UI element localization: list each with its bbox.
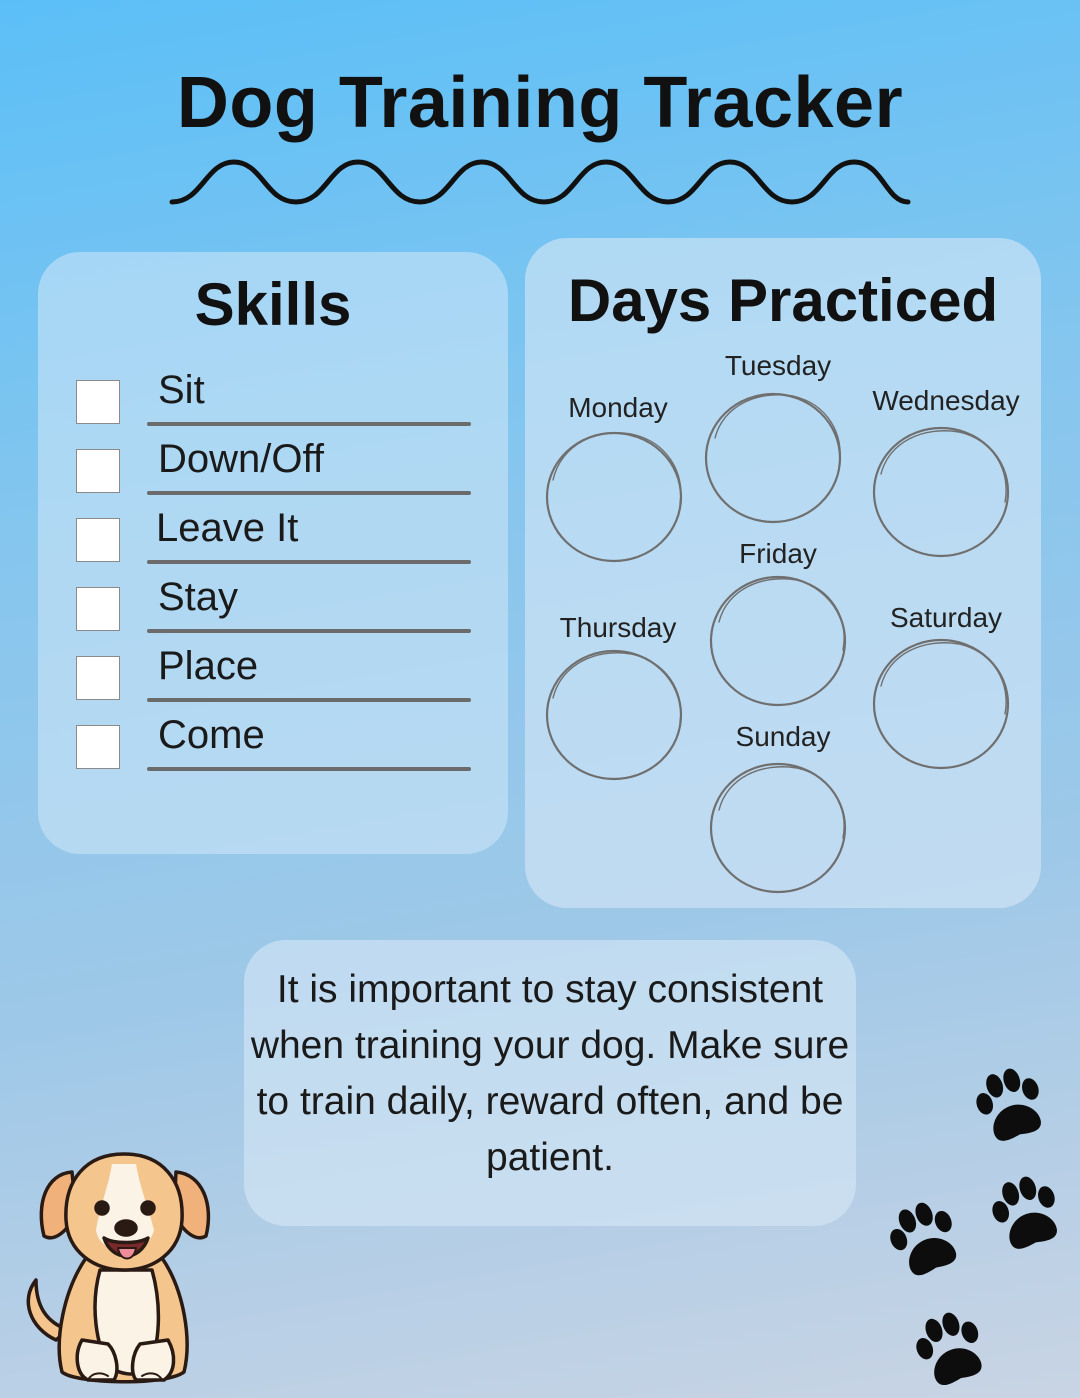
skill-underline: [147, 422, 471, 426]
skill-row: [74, 439, 474, 499]
puppy-illustration: [16, 1140, 231, 1390]
skill-checkbox[interactable]: [76, 518, 120, 562]
skills-heading: Skills: [194, 271, 352, 338]
monday-circle[interactable]: [547, 433, 681, 561]
skill-underline: [147, 698, 471, 702]
skill-label: Sit: [158, 368, 205, 412]
skill-underline: [147, 560, 471, 564]
day-circles: [525, 238, 1041, 908]
skill-checkbox[interactable]: [76, 587, 120, 631]
skill-label: Stay: [158, 575, 239, 619]
tip-text: It is important to stay consistent when training your dog. Make sure to train daily, reward often, and be patient.: [250, 968, 850, 1179]
skill-label: Down/Off: [158, 437, 324, 481]
tip-panel: [244, 940, 856, 1226]
tuesday-circle[interactable]: [706, 394, 840, 522]
skill-row: [74, 508, 474, 568]
wednesday-circle[interactable]: [874, 428, 1008, 556]
day-label: Tuesday: [724, 350, 832, 381]
skills-panel: [38, 252, 508, 854]
skill-checkbox[interactable]: [76, 380, 120, 424]
skill-underline: [147, 491, 471, 495]
day-label: Thursday: [559, 612, 677, 643]
wavy-divider: [168, 150, 912, 210]
skill-checkbox[interactable]: [76, 656, 120, 700]
day-label: Sunday: [735, 721, 831, 752]
day-label: Saturday: [889, 602, 1003, 633]
paw-print-icon: [986, 1170, 1066, 1254]
saturday-circle[interactable]: [874, 640, 1008, 768]
day-label: Wednesday: [872, 385, 1020, 416]
page-title: Dog Training Tracker: [176, 63, 904, 143]
friday-circle[interactable]: [711, 577, 845, 705]
sunday-circle[interactable]: [711, 764, 845, 892]
thursday-circle[interactable]: [547, 651, 681, 779]
skill-row: [74, 646, 474, 706]
skill-row: [74, 577, 474, 637]
skill-row: [74, 715, 474, 775]
skill-label: Leave It: [156, 506, 299, 550]
paw-print-icon: [910, 1306, 990, 1390]
skill-label: Come: [158, 713, 265, 757]
skill-checkbox[interactable]: [76, 449, 120, 493]
days-panel: [525, 238, 1041, 908]
paw-print-icon: [970, 1062, 1050, 1146]
day-label: Monday: [568, 392, 668, 423]
skill-checkbox[interactable]: [76, 725, 120, 769]
skill-row: [74, 370, 474, 430]
day-label: Friday: [739, 538, 817, 569]
skill-underline: [147, 629, 471, 633]
paw-print-icon: [884, 1196, 964, 1280]
skill-underline: [147, 767, 471, 771]
days-heading: Days Practiced: [567, 267, 999, 334]
skill-label: Place: [158, 644, 259, 688]
